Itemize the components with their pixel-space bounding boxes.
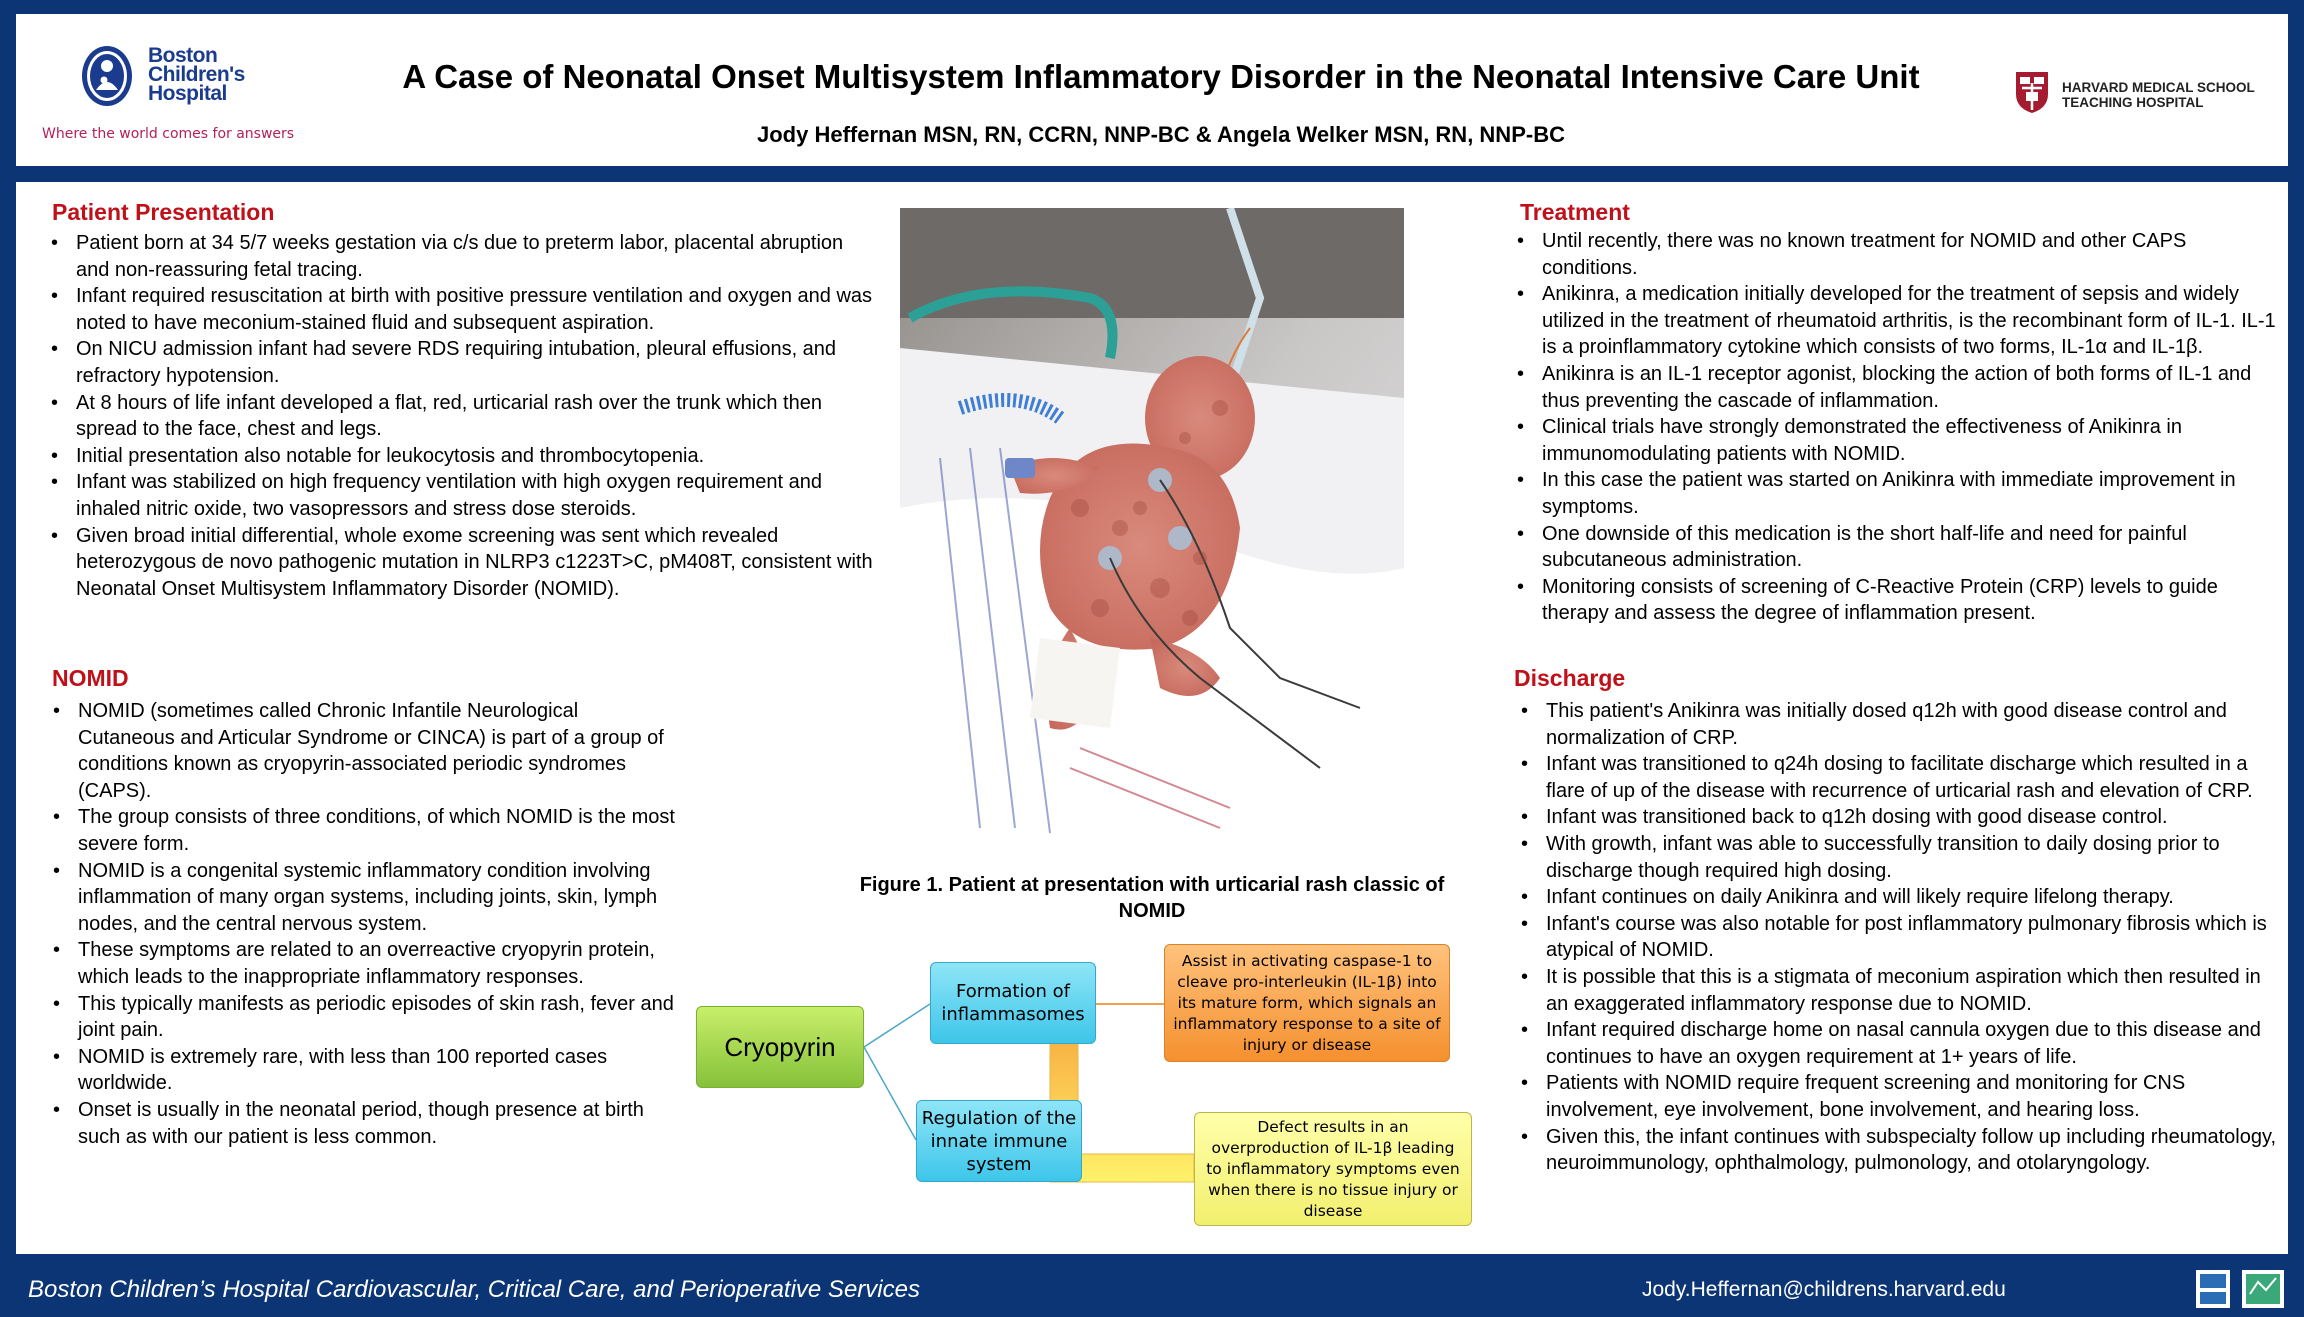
- discharge-item: • Infant continues on daily Anikinra and will likely require lifelong therapy.: [1520, 884, 2280, 911]
- boston-childrens-emblem-icon: [80, 44, 134, 108]
- treatment-list: [1516, 228, 2276, 627]
- cryopyrin-node: Cryopyrin: [696, 1006, 864, 1088]
- formation-node: Formation of inflammasomes: [930, 962, 1096, 1044]
- patient-presentation-item: • Patient born at 34 5/7 weeks gestation via c/s due to preterm labor, placental abruption and non-reassuring fetal tracing.: [50, 230, 880, 283]
- harvard-medical-school-logo: [2014, 70, 2274, 130]
- patient-presentation-item: • Given broad initial differential, whole exome screening was sent which revealed heterozygous de novo pathogenic mutation in NLRP3 c1223T>C, pM408T, consistent with Neonatal Onset Multisystem Inflammatory Disorder (NOMID).: [50, 523, 880, 603]
- infant-photo-illustration: [900, 208, 1404, 850]
- harvard-shield-icon: [2014, 70, 2050, 114]
- patient-presentation-item: • Infant was stabilized on high frequency ventilation with high oxygen requirement and inhaled nitric oxide, two vasopressors and stress dose steroids.: [50, 469, 880, 522]
- discharge-item: • It is possible that this is a stigmata of meconium aspiration which then resulted in an exaggerated inflammatory response due to NOMID.: [1520, 964, 2280, 1017]
- discharge-item: • Infant was transitioned back to q12h dosing with good disease control.: [1520, 804, 2280, 831]
- treatment-item: • One downside of this medication is the short half-life and need for painful subcutaneous administration.: [1516, 521, 2276, 574]
- nomid-item: • This typically manifests as periodic episodes of skin rash, fever and joint pain.: [52, 991, 680, 1044]
- assist-node: Assist in activating caspase-1 to cleave pro-interleukin (IL-1β) into its mature form, which signals an inflammatory response to a site of injury or disease: [1164, 944, 1450, 1062]
- logo-wordmark: Boston Children's Hospital: [148, 44, 245, 105]
- discharge-item: • Infant was transitioned to q24h dosing to facilitate discharge which resulted in a flare of up of the disease with recurrence of urticarial rash and elevation of CRP.: [1520, 751, 2280, 804]
- patient-presentation-item: • On NICU admission infant had severe RDS requiring intubation, pleural effusions, and refractory hypotension.: [50, 336, 880, 389]
- discharge-list: [1520, 698, 2280, 1177]
- nomid-item: • The group consists of three conditions, of which NOMID is the most severe form.: [52, 804, 680, 857]
- nomid-item: • NOMID is a congenital systemic inflammatory condition involving inflammation of many organ systems, including joints, skin, lymph nodes, and the central nervous system.: [52, 858, 680, 938]
- nomid-item: • NOMID (sometimes called Chronic Infantile Neurological Cutaneous and Articular Syndrome or CINCA) is part of a group of conditions known as cryopyrin-associated periodic syndromes (CAPS).: [52, 698, 680, 804]
- cryopyrin-diagram: [676, 932, 1496, 1262]
- treatment-heading: Treatment: [1520, 199, 1630, 225]
- nomid-item: • Onset is usually in the neonatal period, though presence at birth such as with our patient is less common.: [52, 1097, 680, 1150]
- footer-email[interactable]: Jody.Heffernan@childrens.harvard.edu: [1642, 1278, 2006, 1301]
- poster-body: [16, 182, 2288, 1254]
- discharge-item: • This patient's Anikinra was initially dosed q12h with good disease control and normalization of CRP.: [1520, 698, 2280, 751]
- figure-caption: Figure 1. Patient at presentation with urticarial rash classic of NOMID: [859, 874, 1445, 922]
- treatment-item: • Monitoring consists of screening of C-Reactive Protein (CRP) levels to guide therapy and assess the degree of inflammation present.: [1516, 574, 2276, 627]
- boston-childrens-logo: [80, 44, 300, 124]
- defect-node: Defect results in an overproduction of IL-1β leading to inflammatory symptoms even when there is no tissue injury or disease: [1194, 1112, 1472, 1226]
- poster-authors: Jody Heffernan MSN, RN, CCRN, NNP-BC & Angela Welker MSN, RN, NNP-BC: [757, 122, 1565, 147]
- nomid-item: • These symptoms are related to an overreactive cryopyrin protein, which leads to the inappropriate inflammatory responses.: [52, 937, 680, 990]
- discharge-item: • With growth, infant was able to successfully transition to daily dosing prior to discharge though required high dosing.: [1520, 831, 2280, 884]
- footer-award-badges-icon: [2196, 1268, 2288, 1310]
- patient-presentation-item: • Initial presentation also notable for leukocytosis and thrombocytopenia.: [50, 443, 880, 470]
- nomid-heading: NOMID: [52, 665, 129, 691]
- poster-title: A Case of Neonatal Onset Multisystem Inflammatory Disorder in the Neonatal Intensive Care Unit: [402, 58, 1920, 95]
- regulation-node: Regulation of the innate immune system: [916, 1100, 1082, 1182]
- treatment-item: • Until recently, there was no known treatment for NOMID and other CAPS conditions.: [1516, 228, 2276, 281]
- nomid-item: • NOMID is extremely rare, with less than 100 reported cases worldwide.: [52, 1044, 680, 1097]
- discharge-item: • Infant required discharge home on nasal cannula oxygen due to this disease and continues to have an oxygen requirement at 1+ years of life.: [1520, 1017, 2280, 1070]
- nomid-list: [52, 698, 680, 1150]
- treatment-item: • Anikinra is an IL-1 receptor agonist, blocking the action of both forms of IL-1 and thus preventing the cascade of inflammation.: [1516, 361, 2276, 414]
- patient-presentation-list: [50, 230, 880, 602]
- poster-header: [16, 14, 2288, 166]
- patient-presentation-heading: Patient Presentation: [52, 199, 275, 225]
- hms-wordmark: HARVARD MEDICAL SCHOOL TEACHING HOSPITAL: [2062, 80, 2255, 110]
- discharge-heading: Discharge: [1514, 665, 1626, 691]
- patient-presentation-item: • At 8 hours of life infant developed a flat, red, urticarial rash over the trunk which then spread to the face, chest and legs.: [50, 390, 880, 443]
- footer-department: Boston Children’s Hospital Cardiovascular, Critical Care, and Perioperative Services: [28, 1276, 920, 1303]
- treatment-item: • Clinical trials have strongly demonstrated the effectiveness of Anikinra in immunomodulating patients with NOMID.: [1516, 414, 2276, 467]
- patient-photo: [900, 208, 1404, 850]
- discharge-item: • Infant's course was also notable for post inflammatory pulmonary fibrosis which is atypical of NOMID.: [1520, 911, 2280, 964]
- connector-cryopyrin-formation: [864, 1004, 930, 1047]
- discharge-item: • Patients with NOMID require frequent screening and monitoring for CNS involvement, eye involvement, bone involvement, and hearing loss.: [1520, 1070, 2280, 1123]
- treatment-item: • In this case the patient was started on Anikinra with immediate improvement in symptoms.: [1516, 467, 2276, 520]
- tagline: Where the world comes for answers: [42, 126, 295, 142]
- discharge-item: • Given this, the infant continues with subspecialty follow up including rheumatology, neuroimmunology, ophthalmology, pulmonology, and otolaryngology.: [1520, 1124, 2280, 1177]
- patient-presentation-item: • Infant required resuscitation at birth with positive pressure ventilation and oxygen and was noted to have meconium-stained fluid and subsequent aspiration.: [50, 283, 880, 336]
- treatment-item: • Anikinra, a medication initially developed for the treatment of sepsis and widely utilized in the treatment of rheumatoid arthritis, is the recombinant form of IL-1. IL-1 is a proinflammatory cytokine which consists of two forms, IL-1α and IL-1β.: [1516, 281, 2276, 361]
- connector-cryopyrin-regulation: [864, 1047, 916, 1140]
